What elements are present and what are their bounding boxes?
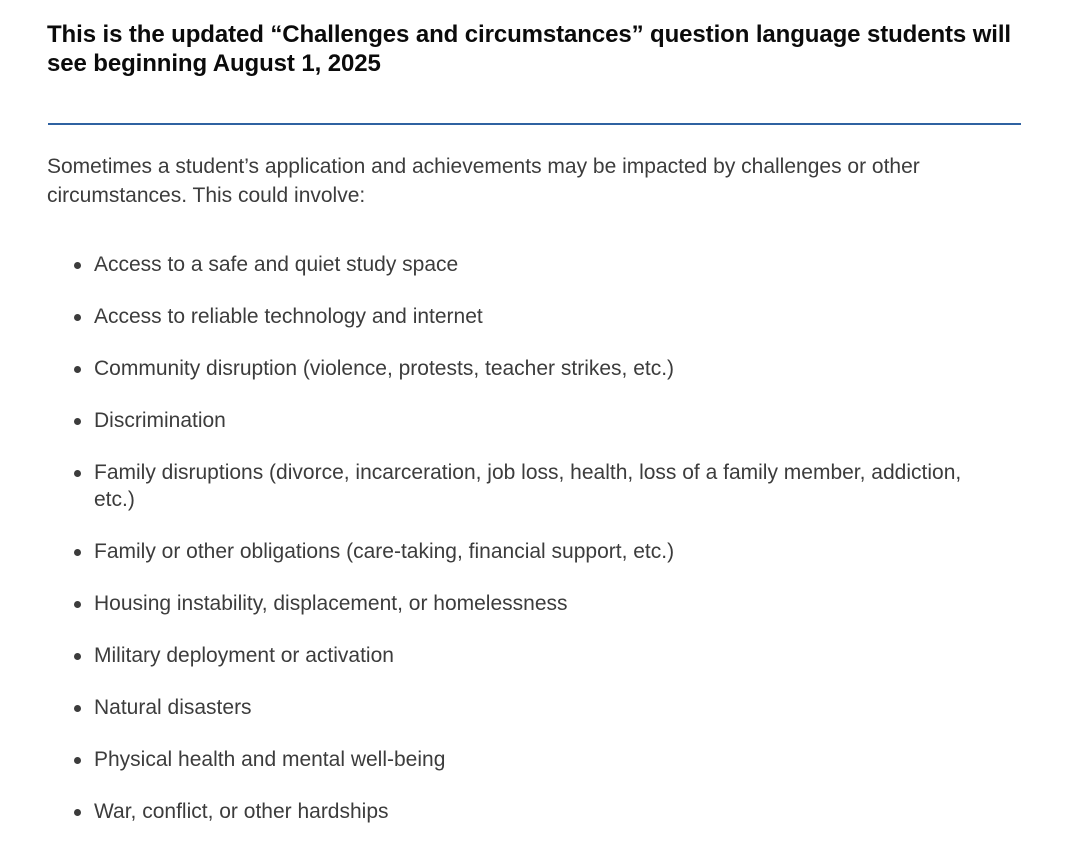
list-item [47,355,1022,382]
bullet-icon [74,366,81,373]
list-item [47,746,1022,773]
bullet-icon [74,757,81,764]
list-item [47,459,1022,513]
list-item [47,798,1022,825]
bullet-icon [74,653,81,660]
list-item-text: War, conflict, or other hardships [94,800,389,823]
bullet-icon [74,314,81,321]
list-item [47,538,1022,565]
list-item-text: Family disruptions (divorce, incarceration, job loss, health, loss of a family member, addiction, etc.) [94,461,962,511]
bullet-icon [74,470,81,477]
list-item-text: Housing instability, displacement, or homelessness [94,592,568,615]
list-item-text: Family or other obligations (care-taking, financial support, etc.) [94,540,675,563]
bullet-icon [74,601,81,608]
list-item [47,251,1022,278]
intro-paragraph: Sometimes a student’s application and achievements may be impacted by challenges or other circumstances. This could involve: [47,155,920,207]
section-divider [48,123,1021,125]
page-title: This is the updated “Challenges and circumstances” question language students will see beginning August 1, 2025 [47,21,1011,77]
bullet-icon [74,549,81,556]
bullet-icon [74,262,81,269]
list-item [47,590,1022,617]
list-item-text: Natural disasters [94,696,252,719]
circumstances-list [47,251,1022,825]
list-item [47,694,1022,721]
list-item-text: Discrimination [94,409,226,432]
list-item [47,407,1022,434]
list-item-text: Access to a safe and quiet study space [94,253,459,276]
list-item-text: Community disruption (violence, protests, teacher strikes, etc.) [94,357,675,380]
list-item-text: Physical health and mental well-being [94,748,446,771]
list-item-text: Access to reliable technology and internet [94,305,483,328]
document-page [47,20,1022,850]
list-item [47,303,1022,330]
bullet-icon [74,418,81,425]
bullet-icon [74,705,81,712]
list-item [47,642,1022,669]
bullet-icon [74,809,81,816]
list-item-text: Military deployment or activation [94,644,394,667]
